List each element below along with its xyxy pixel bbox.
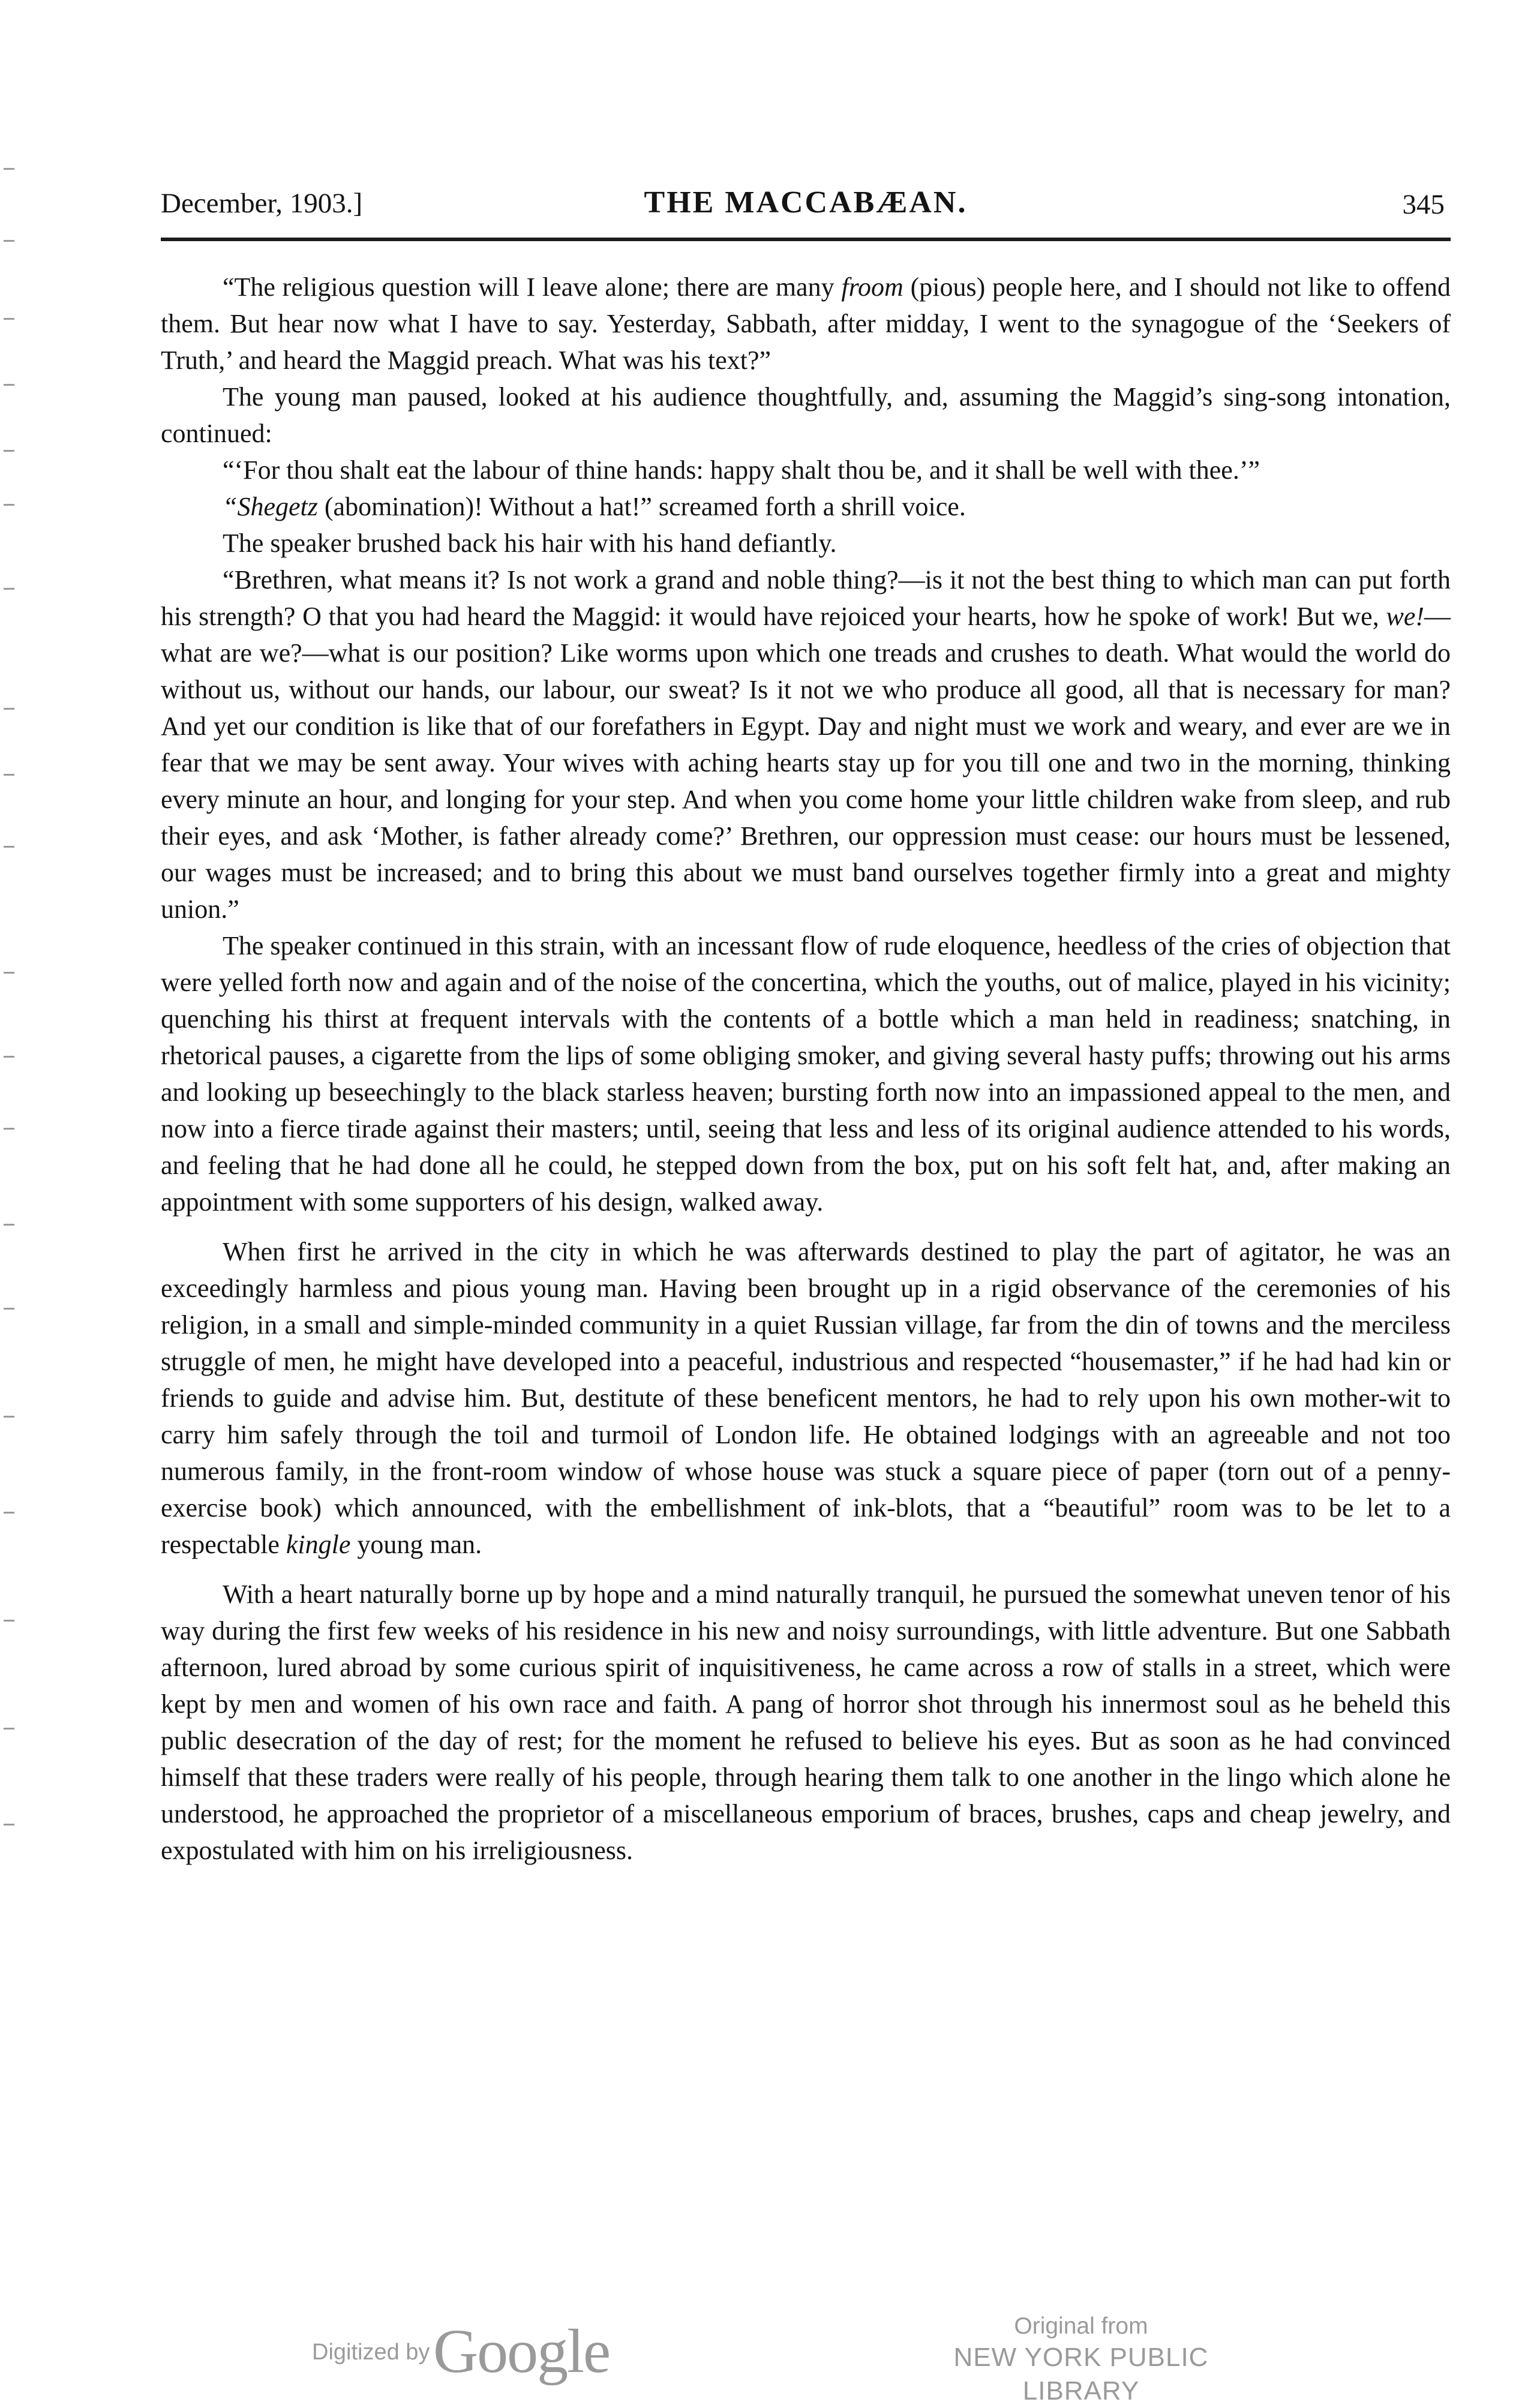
library-name: NEW YORK PUBLIC LIBRARY: [953, 2343, 1209, 2406]
italic-word-we: we!: [1386, 602, 1424, 631]
paragraph: “The religious question will I leave alone; there are many froom (pious) people here, and I should not like to offend them. But hear now what I have to say. Yesterday, Sabbath, after midday, I went to the synagogue of the ‘Seekers of Truth,’ and heard the Maggid preach. What was his text?”: [161, 272, 1451, 375]
page-number: 345: [1402, 189, 1445, 220]
header-date: December, 1903.]: [161, 188, 363, 219]
original-from-label: Original from: [1014, 2313, 1148, 2339]
google-logo: Google: [433, 2317, 610, 2386]
journal-title: THE MACCABÆAN.: [644, 185, 968, 220]
source-library-note: [895, 2312, 1267, 2408]
paragraph: “Brethren, what means it? Is not work a grand and noble thing?—is it not the best thing to which man can put forth his strength? O that you had heard the Maggid: it would have rejoiced your hearts, how he spoke of work! But we, we!—what are we?—what is our position? Like worms upon which one treads and crushes to death. What would the world do without us, without our hands, our labour, our sweat? Is it not we who produce all good, all that is necessary for man? And yet our condition is like that of our forefathers in Egypt. Day and night must we work and weary, and ever are we in fear that we may be sent away. Your wives with aching hearts stay up for you till one and two in the morning, thinking every minute an hour, and longing for your step. And when you come home your little children wake from sleep, and rub their eyes, and ask ‘Mother, is father already come?’ Brethren, our oppression must cease: our hours must be lessened, our wages must be increased; and to bring this about we must band ourselves together firmly into a great and mighty union.”: [161, 565, 1451, 924]
paragraph: With a heart naturally borne up by hope and a mind naturally tranquil, he pursued the somewhat uneven tenor of his way during the first few weeks of his residence in his new and noisy surroundings, with little adventure. But one Sabbath afternoon, lured abroad by some curious spirit of inquisitiveness, he came across a row of stalls in a street, which were kept by men and women of his own race and faith. A pang of horror shot through his innermost soul as he beheld this public desecration of the day of rest; for the moment he refused to believe his eyes. But as soon as he had convinced himself that these traders were really of his people, through hearing them talk to one another in the lingo which alone he understood, he approached the proprietor of a miscellaneous emporium of braces, brushes, caps and cheap jewelry, and expostulated with him on his irreligiousness.: [161, 1580, 1451, 1865]
italic-word-froom: froom: [841, 272, 903, 302]
article-body: [161, 269, 1451, 1869]
scan-gutter-marks: [0, 168, 24, 1908]
paragraph: “‘For thou shalt eat the labour of thine hands: happy shalt thou be, and it shall be well with thee.’”: [223, 455, 1260, 485]
paragraph: When first he arrived in the city in which he was afterwards destined to play the part of agitator, he was an exceedingly harmless and pious young man. Having been brought up in a rigid observance of the ceremonies of his religion, in a small and simple-minded community in a quiet Russian village, far from the din of towns and the merciless struggle of men, he might have developed into a peaceful, industrious and respected “housemaster,” if he had had kin or friends to guide and advise him. But, destitute of these beneficent mentors, he had to rely upon his own mother-wit to carry him safely through the toil and turmoil of London life. He obtained lodgings with an agreeable and not too numerous family, in the front-room window of whose house was stuck a square piece of paper (torn out of a penny-exercise book) which announced, with the embellishment of ink-blots, that a “beautiful” room was to be let to a respectable kingle young man.: [161, 1237, 1451, 1559]
italic-word-kingle: kingle: [286, 1530, 351, 1559]
paragraph: The speaker brushed back his hair with his hand defiantly.: [223, 529, 837, 558]
digitization-footer: [0, 2304, 1534, 2406]
paragraph: The speaker continued in this strain, with an incessant flow of rude eloquence, heedless of the cries of objection that were yelled forth now and again and of the noise of the concertina, which the youths, out of malice, played in his vicinity; quenching his thirst at frequent intervals with the contents of a bottle which a man held in readiness; snatching, in rhetorical pauses, a cigarette from the lips of some obliging smoker, and giving several hasty puffs; throwing out his arms and looking up beseechingly to the black starless heaven; bursting forth now into an impassioned appeal to the men, and now into a fierce tirade against their masters; until, seeing that less and less of its original audience attended to his words, and feeling that he had done all he could, he stepped down from the box, put on his soft felt hat, and, after making an appointment with some supporters of his design, walked away.: [161, 931, 1451, 1217]
digitized-by-label: Digitized by: [312, 2340, 430, 2365]
running-header: [161, 180, 1451, 241]
italic-word-shegetz: “Shegetz: [223, 492, 318, 521]
paragraph: “Shegetz (abomination)! Without a hat!” screamed forth a shrill voice.: [223, 492, 966, 521]
paragraph: The young man paused, looked at his audience thoughtfully, and, assuming the Maggid’s sing-song intonation, continued:: [161, 382, 1451, 448]
